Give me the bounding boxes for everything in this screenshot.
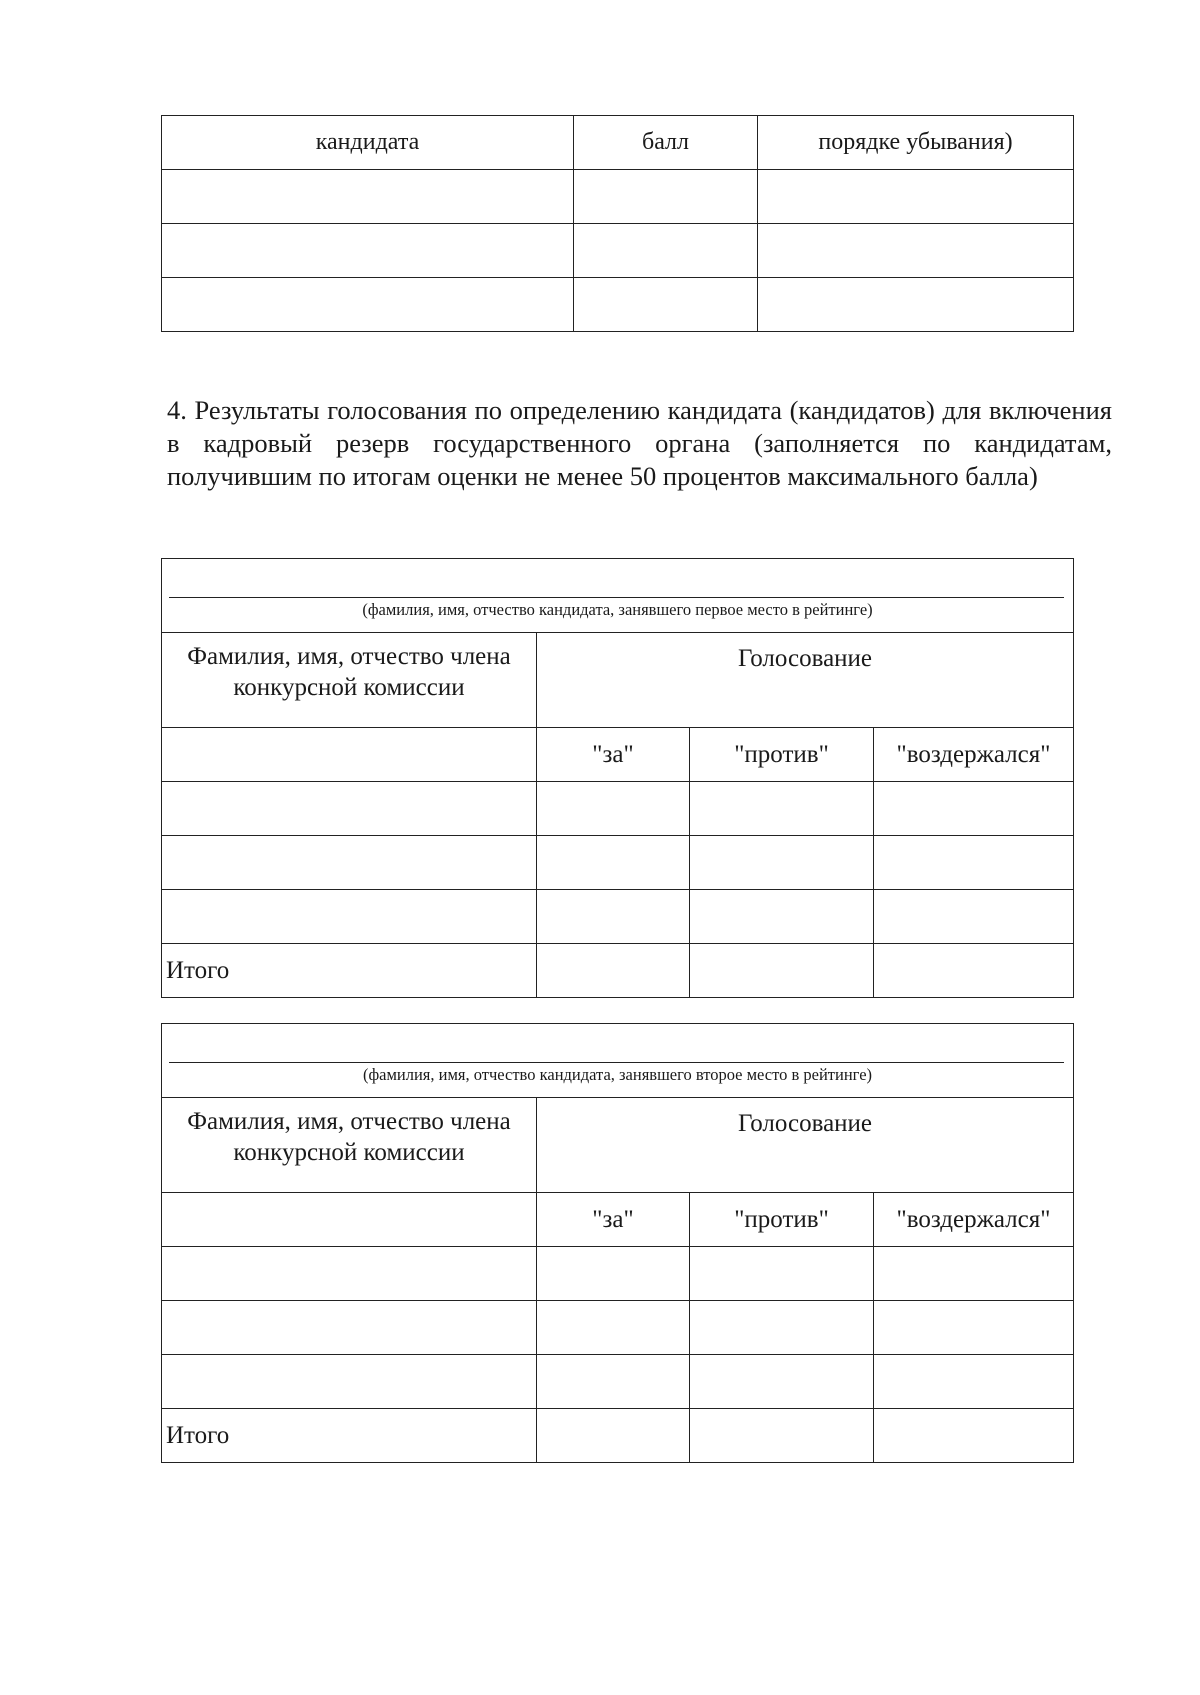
- vote-for-header: "за": [537, 1193, 690, 1247]
- rating-table: [161, 115, 1074, 332]
- total-label: Итого: [162, 1409, 537, 1463]
- vote-against-header: "против": [690, 1193, 874, 1247]
- candidate-caption: (фамилия, имя, отчество кандидата, занявшего второе место в рейтинге): [362, 1065, 873, 1084]
- table-cell[interactable]: [537, 944, 690, 998]
- total-row: [162, 1409, 1074, 1463]
- table-cell[interactable]: [574, 224, 758, 278]
- candidate-row: [162, 559, 1074, 633]
- table-cell[interactable]: [162, 1193, 537, 1247]
- rating-table-header-row: [162, 116, 1074, 170]
- table-cell[interactable]: [162, 890, 537, 944]
- table-cell[interactable]: [537, 1409, 690, 1463]
- table-cell[interactable]: [537, 890, 690, 944]
- section-4-paragraph: 4. Результаты голосования по определению кандидата (кандидатов) для включения в кадровый резерв государственного органа (заполняется по кандидатам, получившим по итогам оценки не менее 50 процентов максимального балла): [167, 395, 1112, 491]
- table-cell[interactable]: [537, 1247, 690, 1301]
- vote-options-row: [162, 728, 1074, 782]
- candidate-caption: (фамилия, имя, отчество кандидата, занявшего первое место в рейтинге): [362, 600, 873, 619]
- table-row: [162, 1247, 1074, 1301]
- table-row: [162, 224, 1074, 278]
- candidate-name-field[interactable]: [162, 559, 1074, 633]
- header-row: [162, 633, 1074, 728]
- vote-abstain-header: "воздержался": [874, 728, 1074, 782]
- voting-table-second-place: [161, 1023, 1074, 1463]
- table-cell[interactable]: [162, 278, 574, 332]
- table-cell[interactable]: [690, 1355, 874, 1409]
- table-cell[interactable]: [874, 1409, 1074, 1463]
- table-cell[interactable]: [874, 836, 1074, 890]
- vote-abstain-header: "воздержался": [874, 1193, 1074, 1247]
- table-cell[interactable]: [690, 782, 874, 836]
- candidate-row: [162, 1024, 1074, 1098]
- table-cell[interactable]: [874, 1247, 1074, 1301]
- table-cell[interactable]: [758, 224, 1074, 278]
- total-label: Итого: [162, 944, 537, 998]
- candidate-column-header: кандидата: [162, 116, 574, 170]
- table-cell[interactable]: [162, 728, 537, 782]
- table-cell[interactable]: [537, 836, 690, 890]
- table-row: [162, 278, 1074, 332]
- table-cell[interactable]: [690, 890, 874, 944]
- table-cell[interactable]: [874, 1301, 1074, 1355]
- table-cell[interactable]: [574, 278, 758, 332]
- table-cell[interactable]: [874, 944, 1074, 998]
- candidate-name-line: [169, 1062, 1064, 1063]
- member-column-header: Фамилия, имя, отчество члена конкурсной комиссии: [162, 1098, 537, 1193]
- table-cell[interactable]: [162, 224, 574, 278]
- table-row: [162, 890, 1074, 944]
- table-cell[interactable]: [874, 782, 1074, 836]
- table-cell[interactable]: [537, 1355, 690, 1409]
- table-cell[interactable]: [874, 1355, 1074, 1409]
- vote-against-header: "против": [690, 728, 874, 782]
- table-cell[interactable]: [162, 1301, 537, 1355]
- table-cell[interactable]: [758, 170, 1074, 224]
- total-row: [162, 944, 1074, 998]
- voting-table-first-place: [161, 558, 1074, 998]
- candidate-name-field[interactable]: [162, 1024, 1074, 1098]
- table-cell[interactable]: [690, 836, 874, 890]
- table-cell[interactable]: [162, 836, 537, 890]
- header-row: [162, 1098, 1074, 1193]
- table-cell[interactable]: [758, 278, 1074, 332]
- table-cell[interactable]: [690, 944, 874, 998]
- table-cell[interactable]: [874, 890, 1074, 944]
- table-cell[interactable]: [690, 1247, 874, 1301]
- vote-for-header: "за": [537, 728, 690, 782]
- vote-options-row: [162, 1193, 1074, 1247]
- voting-header: Голосование: [537, 1098, 1074, 1193]
- table-row: [162, 836, 1074, 890]
- table-cell[interactable]: [537, 782, 690, 836]
- rank-column-header: порядке убывания): [758, 116, 1074, 170]
- table-row: [162, 1301, 1074, 1355]
- member-column-header: Фамилия, имя, отчество члена конкурсной комиссии: [162, 633, 537, 728]
- table-row: [162, 782, 1074, 836]
- score-column-header: балл: [574, 116, 758, 170]
- candidate-name-line: [169, 597, 1064, 598]
- table-cell[interactable]: [537, 1301, 690, 1355]
- table-cell[interactable]: [690, 1301, 874, 1355]
- table-cell[interactable]: [690, 1409, 874, 1463]
- voting-header: Голосование: [537, 633, 1074, 728]
- table-cell[interactable]: [574, 170, 758, 224]
- table-cell[interactable]: [162, 782, 537, 836]
- table-cell[interactable]: [162, 170, 574, 224]
- table-cell[interactable]: [162, 1355, 537, 1409]
- table-row: [162, 1355, 1074, 1409]
- table-cell[interactable]: [162, 1247, 537, 1301]
- table-row: [162, 170, 1074, 224]
